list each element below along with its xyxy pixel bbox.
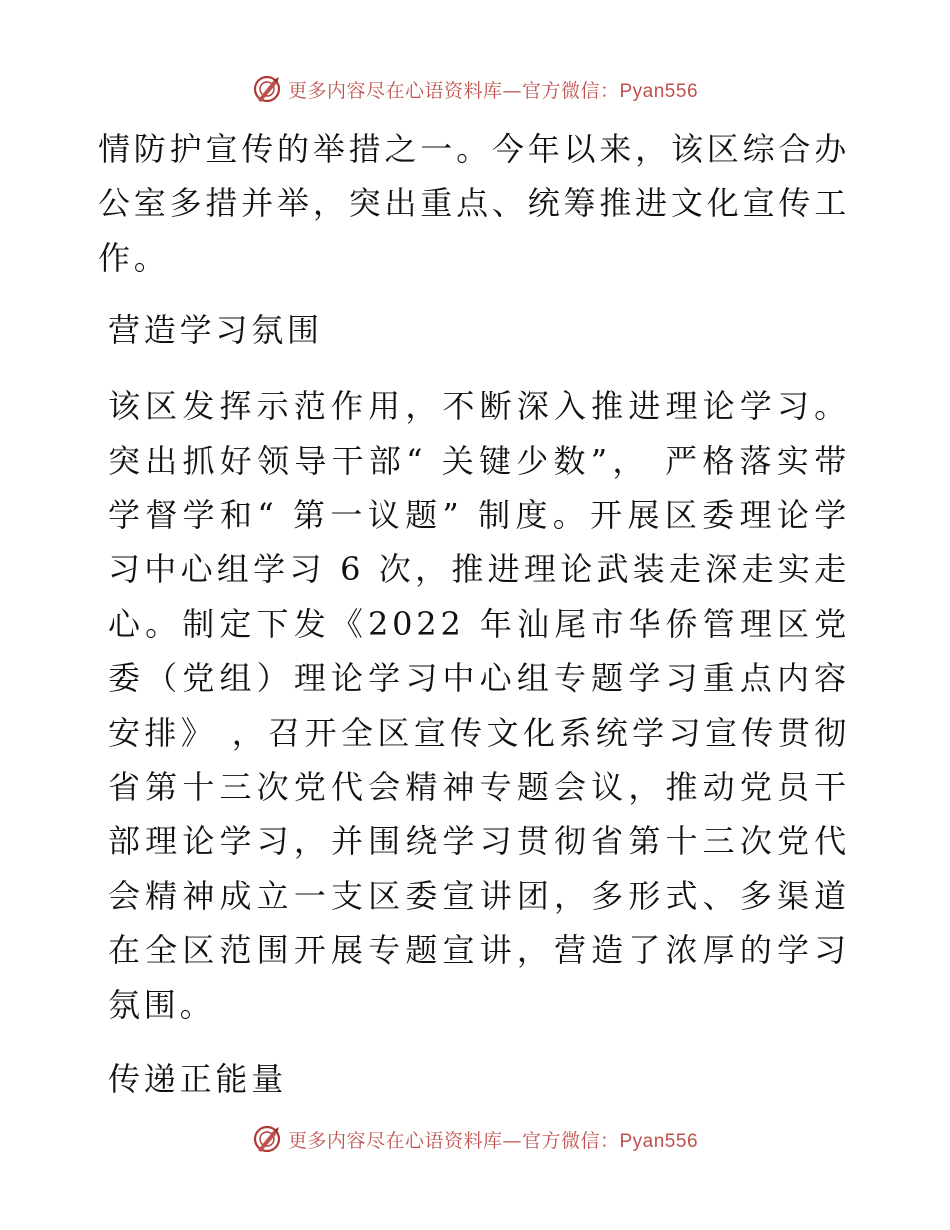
quill-pen-logo-icon [252,1124,282,1154]
watermark-text [288,76,698,103]
paragraph-intro: 情防护宣传的举措之一。今年以来，该区综合办公室多措并举，突出重点、统筹推进文化宣传工作。 [98,130,850,277]
quill-pen-logo-icon [252,74,282,104]
watermark-main-text: 更多内容尽在心语资料库 [287,79,503,102]
footer-watermark [0,1124,950,1154]
document-body [98,122,850,1126]
watermark-wechat-id: Pyan556 [619,1130,699,1152]
watermark-separator: — [502,1129,522,1152]
paragraph-study: 该区发挥示范作用，不断深入推进理论学习。突出抓好领导干部“ 关键少数”， 严格落实带学督学和“ 第一议题” 制度。开展区委理论学习中心组学习 6 次，推进理论武装走深走实走心。制定下发《2022 年汕尾市华侨管理区党委（党组）理论学习中心组专题学习重点内容安排》 ，召开全区宣传文化系统学习宣传贯彻省第十三次党代会精神专题会议，推动党员干部理论学习，并围绕学习贯彻省第十三次党代会精神成立一支区委宣讲团，多形式、多渠道在全区范围开展专题宣讲，营造了浓厚的学习氛围。 [108,387,850,1024]
watermark-wechat-id: Pyan556 [619,80,699,102]
section-heading-study-atmosphere: 营造学习氛围 [108,311,323,350]
watermark-separator: — [502,79,522,102]
watermark-wechat-label: 官方微信： [521,79,620,102]
watermark-wechat-label: 官方微信： [521,1129,620,1152]
section-heading-positive-energy: 传递正能量 [108,1060,288,1099]
watermark-text [288,1126,698,1153]
header-watermark [0,74,950,104]
watermark-main-text: 更多内容尽在心语资料库 [287,1129,503,1152]
